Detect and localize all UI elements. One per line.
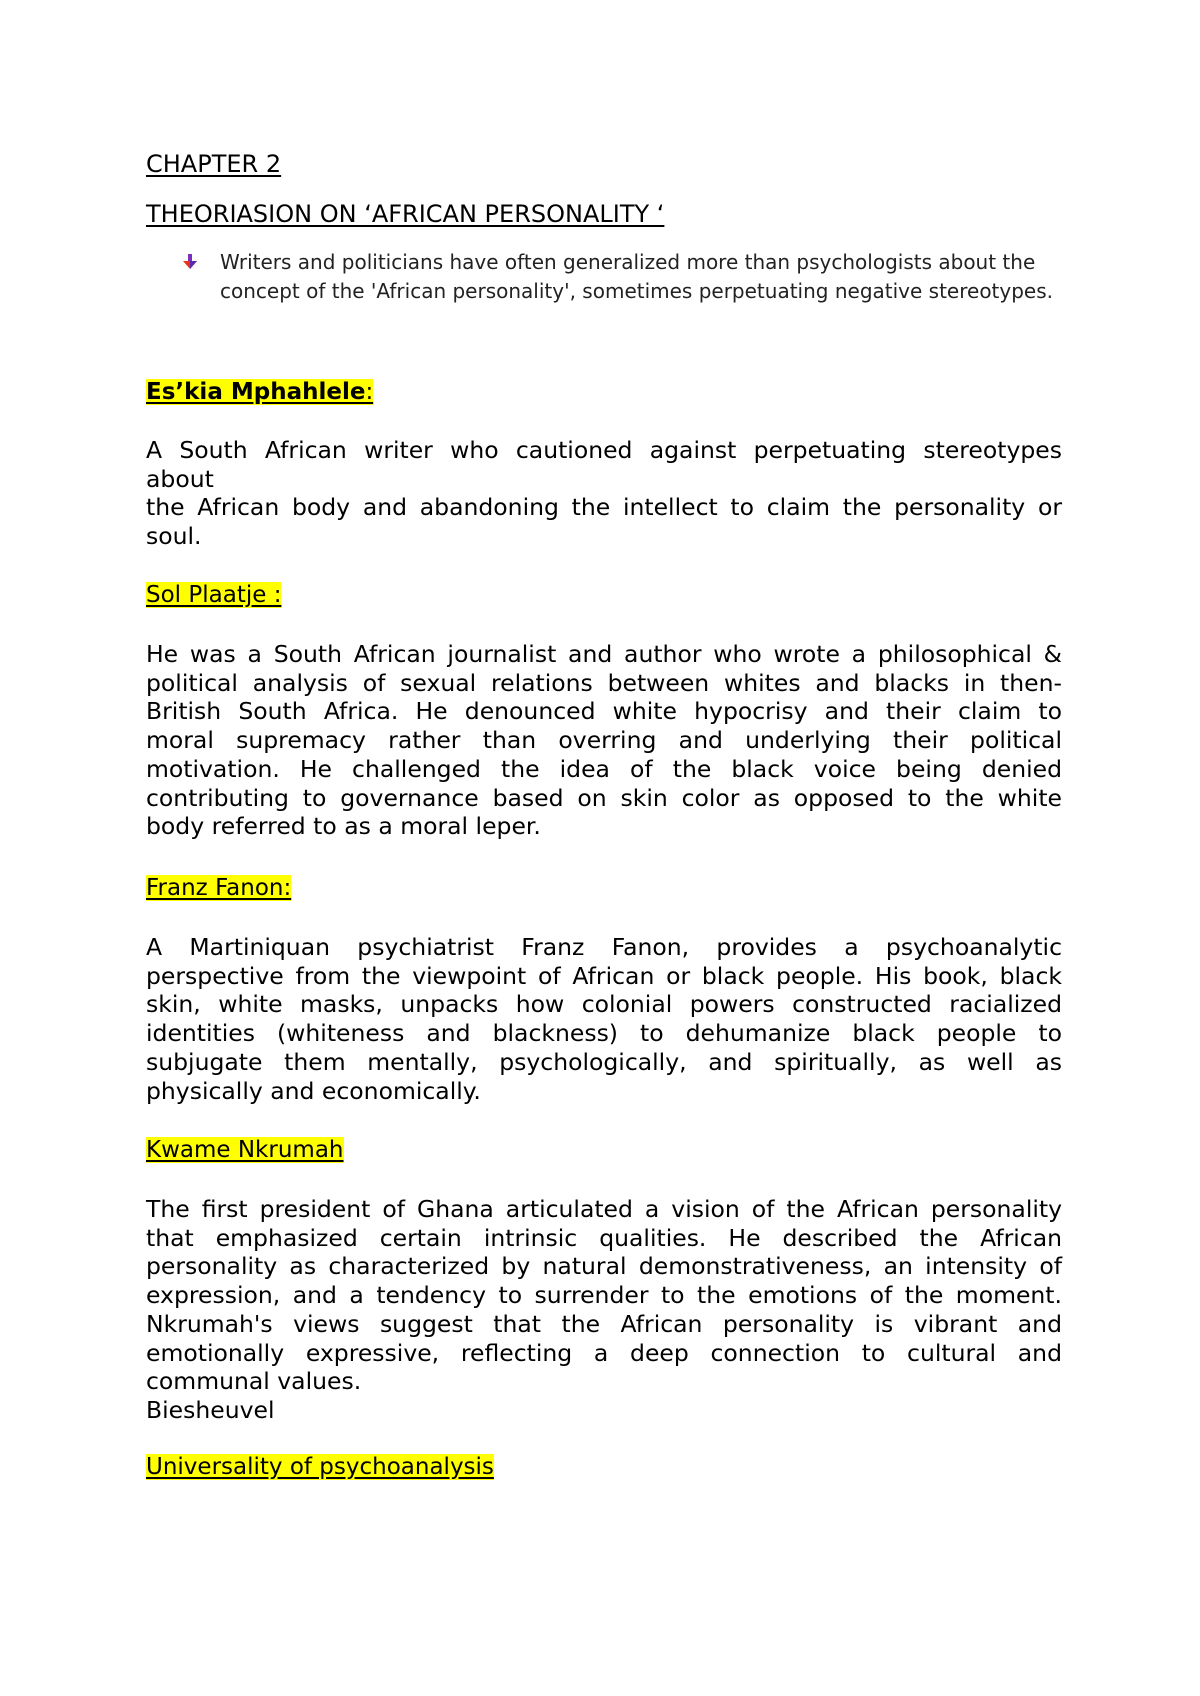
paragraph-line: He was a South African journalist and author who wrote a philosophical & [146, 640, 1062, 668]
paragraph-nkrumah [146, 1195, 1062, 1425]
paragraph-line: contributing to governance based on skin color as opposed to the white [146, 783, 1062, 812]
paragraph-line: political analysis of sexual relations between whites and blacks in then- [146, 668, 1062, 697]
chapter-title: THEORIASION ON ‘AFRICAN PERSONALITY ‘ [146, 200, 665, 228]
paragraph-line: personality as characterized by natural demonstrativeness, an intensity of [146, 1252, 1062, 1281]
paragraph-line: moral supremacy rather than overring and underlying their political [146, 726, 1062, 755]
heading-text: Sol Plaatje : [146, 582, 282, 608]
paragraph-line: expression, and a tendency to surrender to the emotions of the moment. [146, 1281, 1062, 1310]
paragraph-plaatje [146, 640, 1062, 841]
heading-text: Franz Fanon: [146, 875, 292, 901]
down-arrow-bullet-icon [182, 254, 198, 270]
paragraph-line: the African body and abandoning the intellect to claim the personality or [146, 493, 1062, 522]
chapter-heading: CHAPTER 2 [146, 150, 282, 178]
paragraph-line: motivation. He challenged the idea of the black voice being denied [146, 754, 1062, 783]
paragraph-line: A South African writer who cautioned against perpetuating stereotypes [146, 436, 1062, 464]
paragraph-line: identities (whiteness and blackness) to dehumanize black people to [146, 1019, 1062, 1048]
paragraph-line: Biesheuvel [146, 1395, 275, 1424]
paragraph-line: Nkrumah's views suggest that the African personality is vibrant and [146, 1309, 1062, 1338]
heading-suffix: : [365, 379, 374, 405]
bullet-text: Writers and politicians have often generalized more than psychologists about the concept of the 'African personality', sometimes perpetuating negative stereotypes. [220, 250, 1054, 303]
heading-name: Es’kia Mphahlele [146, 379, 366, 405]
paragraph-line: physically and economically. [146, 1076, 481, 1105]
heading-text: Universality of psychoanalysis [146, 1454, 494, 1480]
section-heading-nkrumah [146, 1135, 344, 1165]
paragraph-line: The first president of Ghana articulated a vision of the African personality [146, 1195, 1062, 1223]
paragraph-line: communal values. [146, 1367, 362, 1396]
paragraph-fanon [146, 933, 1062, 1105]
section-heading-plaatje [146, 580, 281, 610]
paragraph-line: subjugate them mentally, psychologically, and spiritually, as well as [146, 1047, 1062, 1076]
paragraph-line: British South Africa. He denounced white hypocrisy and their claim to [146, 697, 1062, 726]
paragraph-line: that emphasized certain intrinsic qualities. He described the African [146, 1223, 1062, 1252]
paragraph-line: emotionally expressive, reflecting a deep connection to cultural and [146, 1338, 1062, 1367]
heading-text: Kwame Nkrumah [146, 1137, 344, 1163]
paragraph-mphahlele [146, 436, 1062, 551]
paragraph-line: A Martiniquan psychiatrist Franz Fanon, provides a psychoanalytic [146, 933, 1062, 961]
paragraph-line: perspective from the viewpoint of African or black people. His book, black [146, 961, 1062, 990]
paragraph-line: body referred to as a moral leper. [146, 812, 541, 841]
paragraph-line: soul. [146, 522, 202, 551]
paragraph-line: skin, white masks, unpacks how colonial powers constructed racialized [146, 990, 1062, 1019]
section-heading-fanon [146, 873, 291, 903]
paragraph-line: about [146, 464, 214, 493]
section-heading-psychoanalysis [146, 1452, 494, 1482]
section-heading-mphahlele [146, 377, 373, 407]
